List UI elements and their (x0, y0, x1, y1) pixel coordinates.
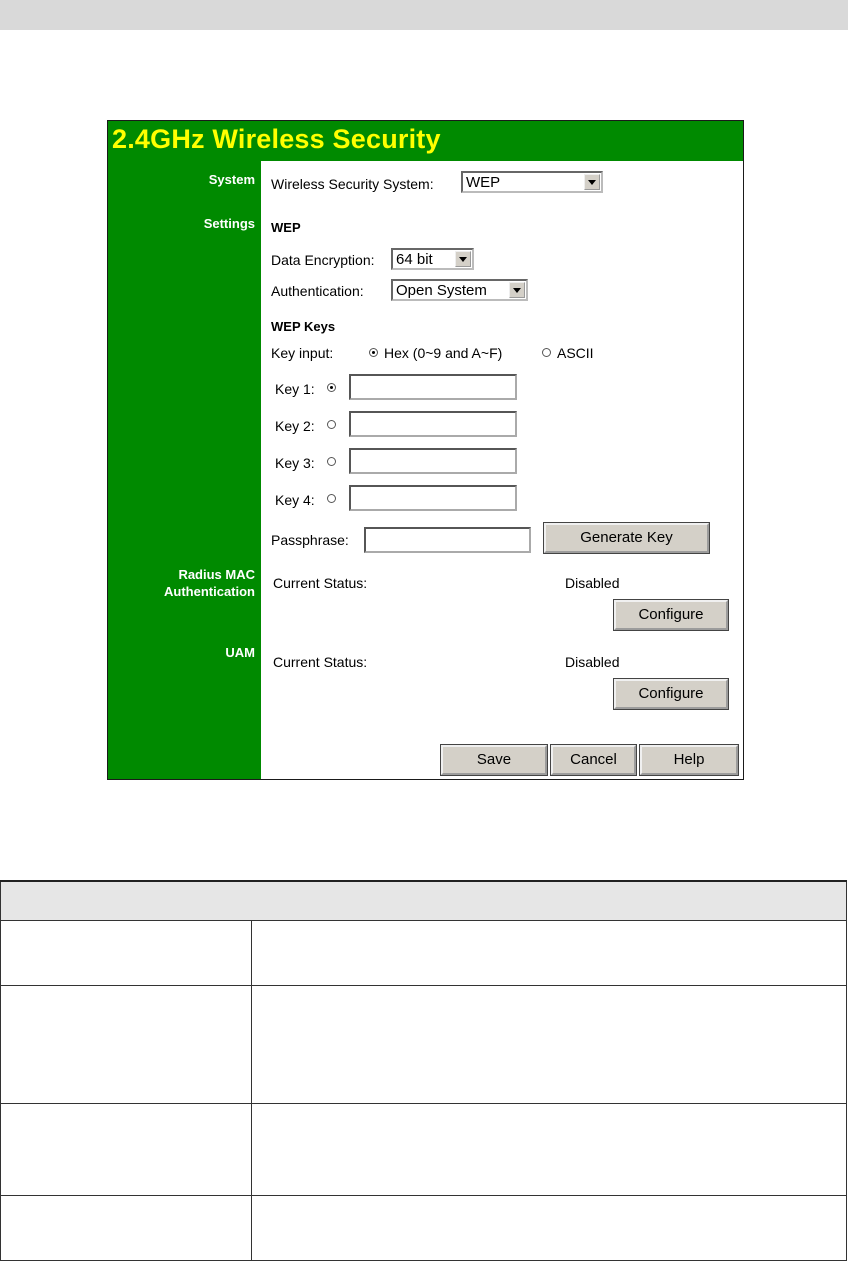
radius-configure-button[interactable]: Configure (614, 600, 728, 630)
section-label-column (108, 161, 261, 779)
key-input-hex-label: Hex (0~9 and A~F) (384, 345, 503, 361)
data-encryption-value: 64 bit (396, 251, 433, 268)
key-1-label: Key 1: (275, 381, 315, 397)
key-4-label: Key 4: (275, 492, 315, 508)
key-input-hex-radio[interactable] (369, 348, 378, 357)
data-encryption-label: Data Encryption: (271, 252, 375, 268)
generate-key-button[interactable]: Generate Key (544, 523, 709, 553)
authentication-label: Authentication: (271, 283, 364, 299)
table-row (1, 921, 847, 986)
table-cell (252, 986, 847, 1104)
description-table (0, 880, 847, 1261)
authentication-select[interactable] (391, 279, 528, 301)
uam-status-label: Current Status: (273, 654, 368, 670)
panel-title: 2.4GHz Wireless Security (112, 124, 441, 154)
section-label-radius-line1: Radius MAC (178, 567, 255, 582)
wireless-security-panel (107, 120, 744, 780)
table-cell (1, 1104, 252, 1196)
chevron-down-icon (455, 251, 471, 267)
key-2-input[interactable] (349, 411, 517, 437)
chevron-down-icon (509, 282, 525, 298)
section-label-settings: Settings (203, 216, 255, 231)
settings-area (261, 161, 743, 779)
table-cell (252, 1196, 847, 1261)
passphrase-input[interactable] (364, 527, 531, 553)
help-button[interactable]: Help (640, 745, 738, 775)
table-row (1, 986, 847, 1104)
wep-keys-heading: WEP Keys (271, 319, 336, 334)
key-3-radio[interactable] (327, 457, 336, 466)
table-header-cell (1, 881, 847, 921)
key-3-label: Key 3: (275, 455, 315, 471)
key-2-label: Key 2: (275, 418, 315, 434)
table-header-row (1, 881, 847, 921)
table-cell (1, 986, 252, 1104)
security-system-value: WEP (466, 174, 501, 191)
section-label-uam: UAM (225, 645, 255, 660)
table-cell (252, 1104, 847, 1196)
security-system-label: Wireless Security System: (271, 176, 434, 192)
table-cell (252, 921, 847, 986)
table-row (1, 1104, 847, 1196)
save-button[interactable]: Save (441, 745, 547, 775)
key-4-radio[interactable] (327, 494, 336, 503)
security-system-select[interactable] (461, 171, 603, 193)
key-3-input[interactable] (349, 448, 517, 474)
wep-heading: WEP (271, 220, 301, 235)
radius-status-label: Current Status: (273, 575, 368, 591)
data-encryption-select[interactable] (391, 248, 474, 270)
key-4-input[interactable] (349, 485, 517, 511)
cancel-button[interactable]: Cancel (551, 745, 636, 775)
radius-status-value: Disabled (565, 575, 620, 591)
table-cell (1, 1196, 252, 1261)
chevron-down-icon (584, 174, 600, 190)
key-2-radio[interactable] (327, 420, 336, 429)
key-input-label: Key input: (271, 345, 334, 361)
key-1-radio[interactable] (327, 383, 336, 392)
table-cell (1, 921, 252, 986)
key-input-ascii-radio[interactable] (542, 348, 551, 357)
section-label-system: System (208, 172, 255, 187)
table-row (1, 1196, 847, 1261)
top-bar (0, 0, 848, 30)
key-1-input[interactable] (349, 374, 517, 400)
section-label-radius-line2: Authentication (164, 584, 255, 599)
key-input-ascii-label: ASCII (557, 345, 594, 361)
authentication-value: Open System (396, 282, 487, 299)
uam-status-value: Disabled (565, 654, 620, 670)
passphrase-label: Passphrase: (271, 532, 349, 548)
panel-header (108, 121, 743, 161)
uam-configure-button[interactable]: Configure (614, 679, 728, 709)
